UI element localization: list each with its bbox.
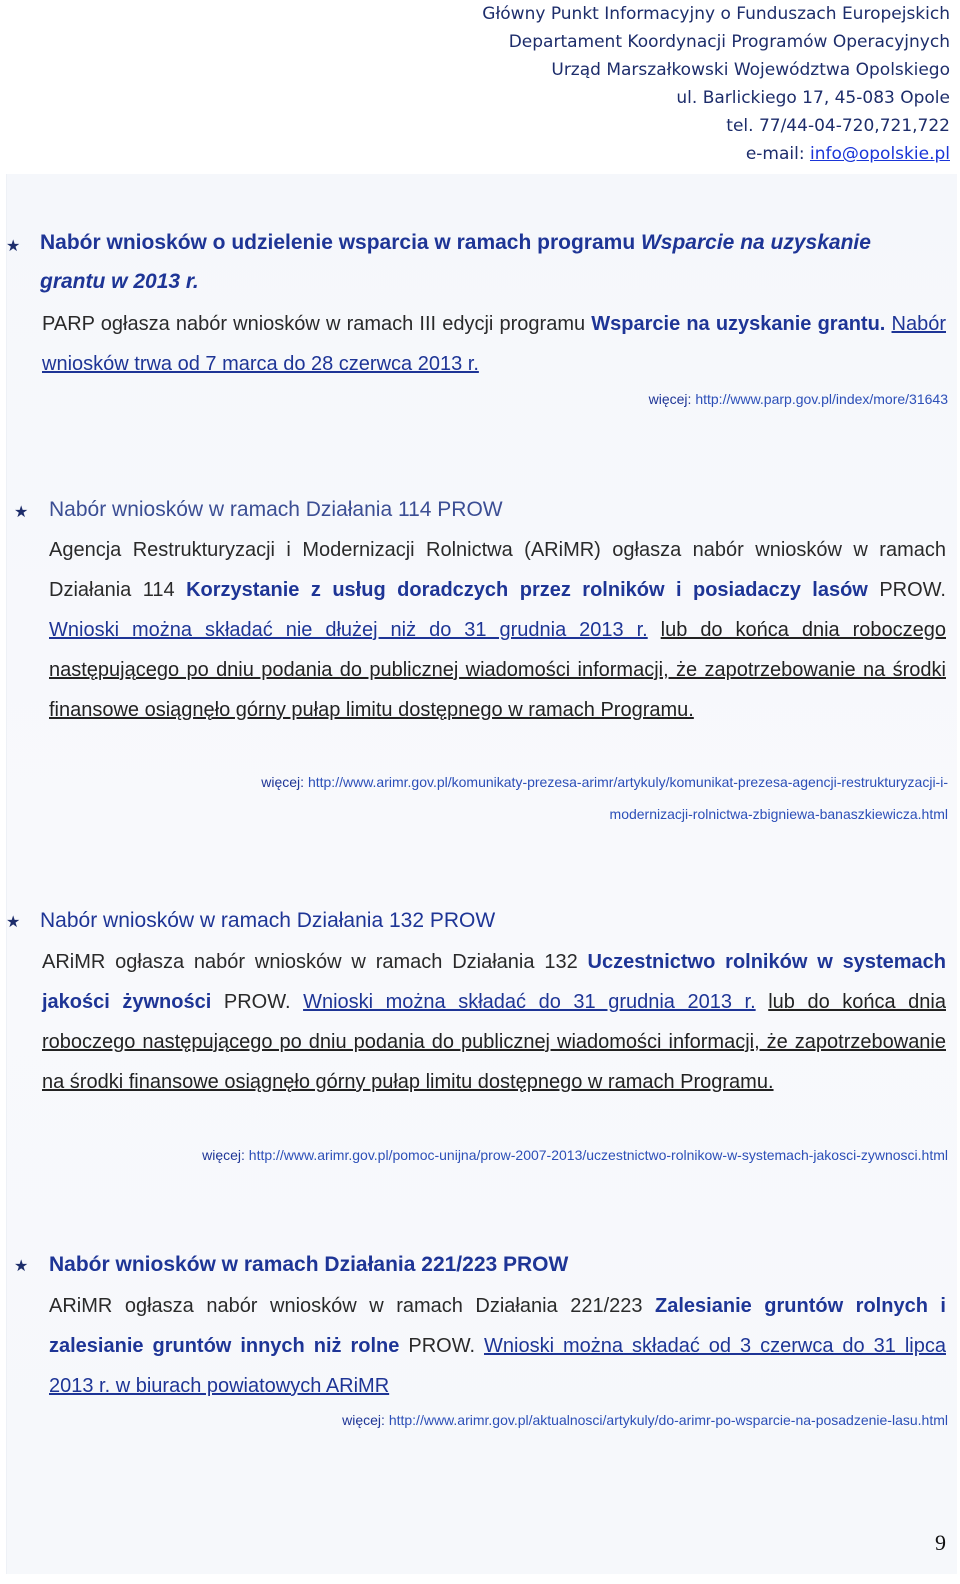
text-plain: PROW. — [867, 579, 946, 601]
header-line: Główny Punkt Informacyjny o Funduszach Europejskich — [482, 4, 950, 24]
email-label: e-mail: — [745, 144, 810, 164]
text-underlined: lub do końca dnia roboczego następującego po dniu podania do publicznej wiadomości informacji, że zapotrzebowanie na środki finansowe osiągnęło górny pułap limitu dostępnego w ramach Programu. — [42, 991, 946, 1093]
email-link[interactable]: info@opolskie.pl — [809, 144, 950, 164]
more-url[interactable]: modernizacji-rolnictwa-zbigniewa-banaszkiewicza.html — [609, 806, 948, 822]
more-url[interactable]: http://www.arimr.gov.pl/aktualnosci/artykuly/do-arimr-po-wsparcie-na-posadzenie-lasu.html — [388, 1412, 948, 1428]
star-icon: ★ — [6, 912, 21, 931]
page-number: 9 — [935, 1530, 946, 1555]
news-title: Nabór wniosków w ramach Działania 114 PROW — [49, 498, 503, 521]
title-italic: grantu w 2013 r. — [40, 270, 199, 293]
header-line: tel. 77/44-04-720,721,722 — [726, 116, 950, 136]
text-plain: PROW. — [399, 1335, 485, 1357]
text-plain: Agencja Restrukturyzacji i Modernizacji Rolnictwa (ARiMR) ogłasza nabór wniosków w ramach Działania 114 — [49, 539, 946, 601]
header-line: ul. Barlickiego 17, 45-083 Opole — [676, 88, 950, 108]
more-link[interactable] — [342, 1405, 948, 1435]
more-label: więcej: — [261, 774, 308, 790]
text-underlined: Wnioski można składać od 3 czerwca do 31 lipca 2013 r. w biurach powiatowych ARiMR — [49, 1335, 946, 1397]
header-email-line — [482, 140, 950, 168]
more-link[interactable] — [202, 1140, 948, 1170]
more-link[interactable] — [261, 767, 948, 797]
text-underlined: Wnioski można składać do 31 grudnia 2013 r. — [303, 991, 756, 1013]
text-underlined: Nabór wniosków trwa od 7 marca do 28 czerwca 2013 r. — [42, 313, 946, 375]
news-title: Nabór wniosków w ramach Działania 132 PROW — [40, 909, 496, 932]
news-text — [42, 942, 946, 1102]
text-plain: PARP ogłasza nabór wniosków w ramach III edycji programu — [42, 313, 592, 335]
more-url[interactable]: http://www.parp.gov.pl/index/more/31643 — [695, 391, 948, 407]
star-icon: ★ — [6, 236, 21, 255]
star-icon: ★ — [14, 502, 29, 521]
text-plain: PROW. — [211, 991, 304, 1013]
text-plain: ARiMR ogłasza nabór wniosków w ramach Działania 221/223 — [49, 1295, 656, 1317]
header-line: Urząd Marszałkowski Województwa Opolskiego — [551, 60, 950, 80]
more-label: więcej: — [342, 1412, 389, 1428]
news-title-line2 — [40, 270, 199, 294]
star-icon: ★ — [14, 1256, 29, 1275]
more-label: więcej: — [648, 391, 696, 407]
more-link-continued[interactable] — [610, 799, 948, 829]
text-bold: Zalesianie gruntów rolnych i zalesianie gruntów innych niż rolne — [49, 1295, 946, 1357]
text-underlined: lub do końca dnia roboczego następującego po dniu podania do publicznej wiadomości informacji, że zapotrzebowanie na środki finansowe osiągnęło górny pułap limitu dostępnego w ramach Programu. — [49, 619, 946, 721]
news-title — [40, 231, 871, 255]
contact-header — [482, 0, 950, 168]
news-title: Nabór wniosków w ramach Działania 221/223 PROW — [49, 1253, 569, 1276]
text-bold: Korzystanie z usług doradczych przez rolników i posiadaczy lasów — [186, 579, 868, 601]
more-label: więcej: — [202, 1147, 249, 1163]
more-link[interactable] — [649, 384, 948, 414]
news-text — [49, 1286, 946, 1406]
title-italic: Wsparcie na uzyskanie — [640, 231, 871, 254]
news-text — [49, 530, 946, 730]
more-url[interactable]: http://www.arimr.gov.pl/komunikaty-prezesa-arimr/artykuly/komunikat-prezesa-agencji-restrukturyzacji-i- — [307, 774, 948, 790]
news-text — [42, 304, 946, 384]
text-bold: Uczestnictwo rolników w systemach jakości żywności — [42, 951, 947, 1013]
text-plain: ARiMR ogłasza nabór wniosków w ramach Działania 132 — [42, 951, 588, 973]
more-url[interactable]: http://www.arimr.gov.pl/pomoc-unijna/prow-2007-2013/uczestnictwo-rolnikow-w-systemach-jakosci-zywnosci.html — [248, 1147, 948, 1163]
title-text: Nabór wniosków o udzielenie wsparcia w ramach programu — [40, 231, 641, 254]
header-line: Departament Koordynacji Programów Operacyjnych — [508, 32, 950, 52]
text-bold: Wsparcie na uzyskanie grantu. — [591, 313, 886, 335]
text-underlined: Wnioski można składać nie dłużej niż do 31 grudnia 2013 r. — [49, 619, 648, 641]
